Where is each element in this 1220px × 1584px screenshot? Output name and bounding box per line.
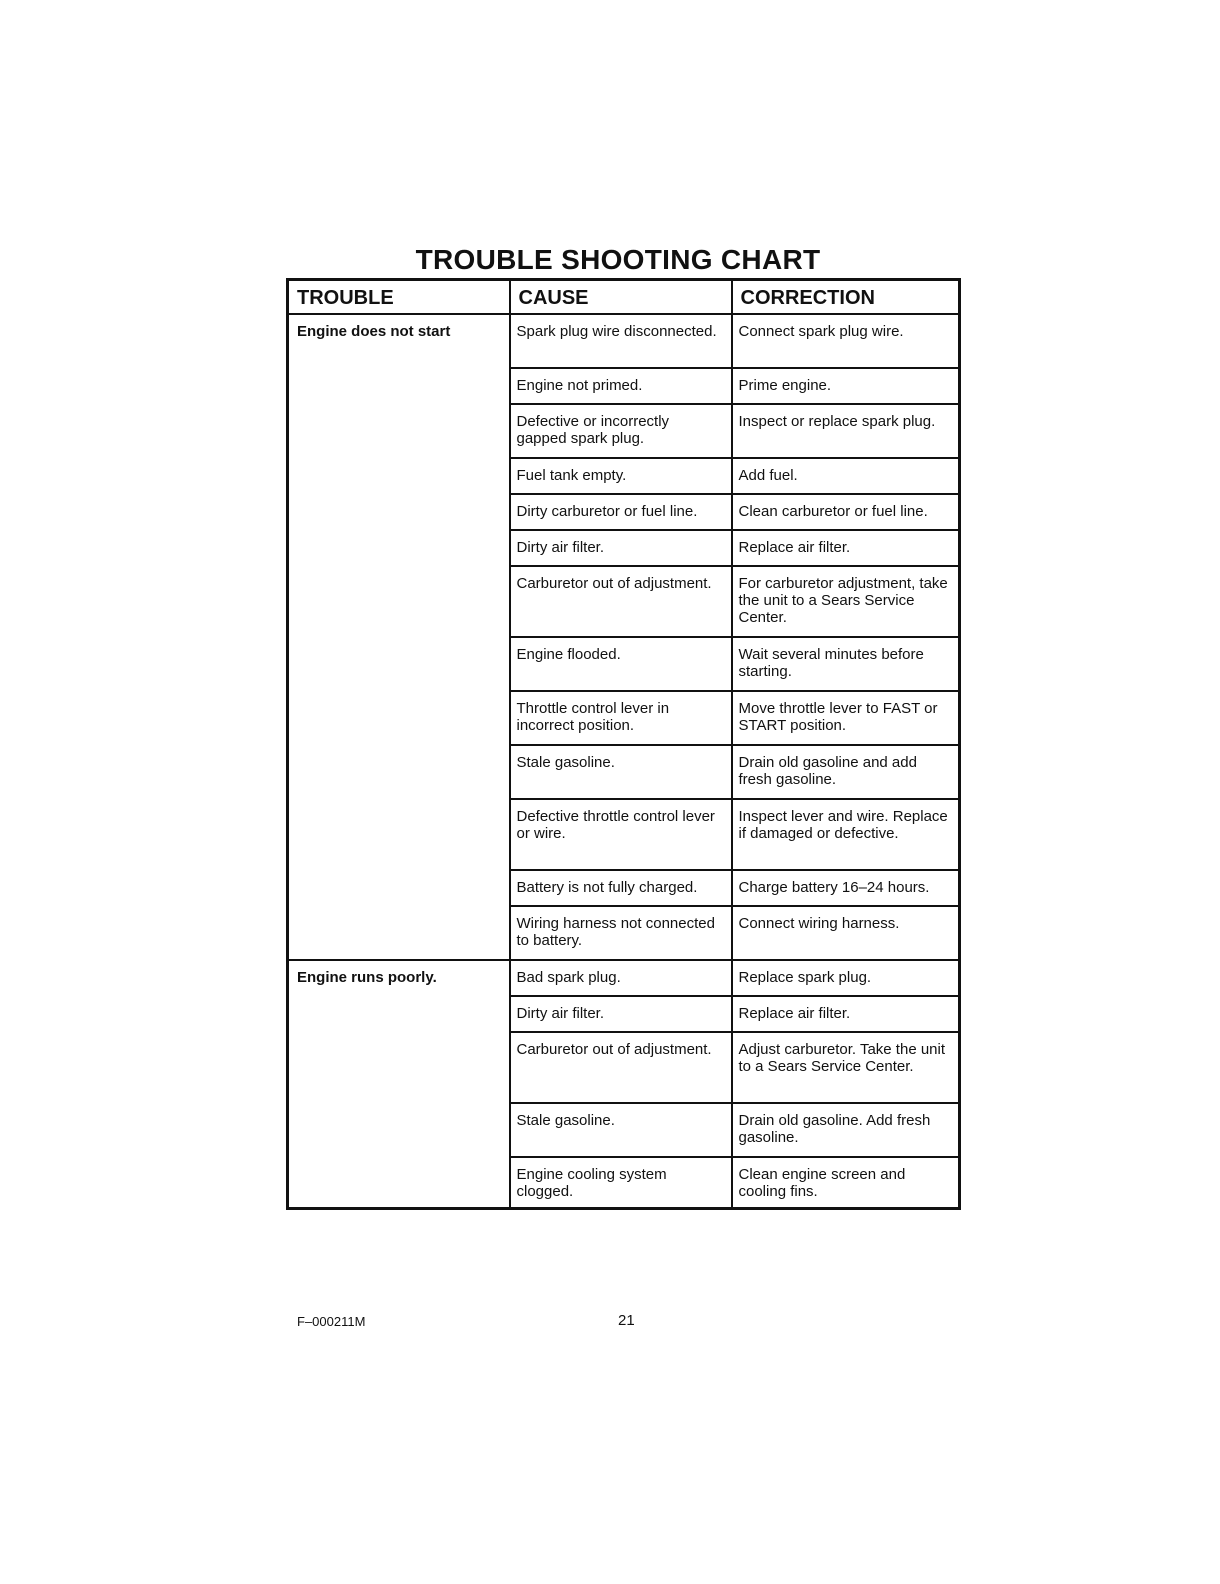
correction-cell: Connect wiring harness. <box>732 906 960 960</box>
cause-cell: Dirty carburetor or fuel line. <box>510 494 732 530</box>
correction-cell: Charge battery 16–24 hours. <box>732 870 960 906</box>
correction-cell: Prime engine. <box>732 368 960 404</box>
correction-cell: Replace air filter. <box>732 996 960 1032</box>
correction-cell: Adjust carburetor. Take the unit to a Sears Service Center. <box>732 1032 960 1103</box>
cause-cell: Carburetor out of adjustment. <box>510 1032 732 1103</box>
cause-cell: Bad spark plug. <box>510 960 732 996</box>
correction-cell: Clean engine screen and cooling fins. <box>732 1157 960 1209</box>
cause-cell: Wiring harness not connected to battery. <box>510 906 732 960</box>
cause-cell: Fuel tank empty. <box>510 458 732 494</box>
correction-cell: Inspect lever and wire. Replace if damaged or defective. <box>732 799 960 870</box>
correction-cell: Clean carburetor or fuel line. <box>732 494 960 530</box>
cause-cell: Engine flooded. <box>510 637 732 691</box>
correction-cell: Wait several minutes before starting. <box>732 637 960 691</box>
correction-cell: Add fuel. <box>732 458 960 494</box>
trouble-engine-runs-poorly: Engine runs poorly. <box>288 960 510 1209</box>
header-trouble: TROUBLE <box>288 280 510 314</box>
cause-cell: Engine cooling system clogged. <box>510 1157 732 1209</box>
header-cause: CAUSE <box>510 280 732 314</box>
cause-cell: Stale gasoline. <box>510 745 732 799</box>
chart-title: TROUBLE SHOOTING CHART <box>415 244 821 275</box>
cause-cell: Throttle control lever in incorrect position. <box>510 691 732 745</box>
cause-cell: Stale gasoline. <box>510 1103 732 1157</box>
page-number: 21 <box>618 1312 635 1329</box>
correction-cell: Drain old gasoline and add fresh gasoline. <box>732 745 960 799</box>
cause-cell: Engine not primed. <box>510 368 732 404</box>
table-row <box>288 314 960 368</box>
cause-cell: Dirty air filter. <box>510 530 732 566</box>
cause-cell: Defective or incorrectly gapped spark plug. <box>510 404 732 458</box>
cause-cell: Defective throttle control lever or wire. <box>510 799 732 870</box>
correction-cell: Replace air filter. <box>732 530 960 566</box>
trouble-shooting-table <box>286 278 961 1210</box>
cause-cell: Dirty air filter. <box>510 996 732 1032</box>
trouble-engine-does-not-start: Engine does not start <box>288 314 510 960</box>
header-correction: CORRECTION <box>732 280 960 314</box>
table-header-row <box>288 280 960 314</box>
table-row <box>288 960 960 996</box>
correction-cell: For carburetor adjustment, take the unit to a Sears Service Center. <box>732 566 960 637</box>
document-code: F–000211M <box>297 1314 366 1329</box>
cause-cell: Battery is not fully charged. <box>510 870 732 906</box>
correction-cell: Replace spark plug. <box>732 960 960 996</box>
correction-cell: Drain old gasoline. Add fresh gasoline. <box>732 1103 960 1157</box>
correction-cell: Move throttle lever to FAST or START position. <box>732 691 960 745</box>
cause-cell: Spark plug wire disconnected. <box>510 314 732 368</box>
cause-cell: Carburetor out of adjustment. <box>510 566 732 637</box>
correction-cell: Connect spark plug wire. <box>732 314 960 368</box>
correction-cell: Inspect or replace spark plug. <box>732 404 960 458</box>
